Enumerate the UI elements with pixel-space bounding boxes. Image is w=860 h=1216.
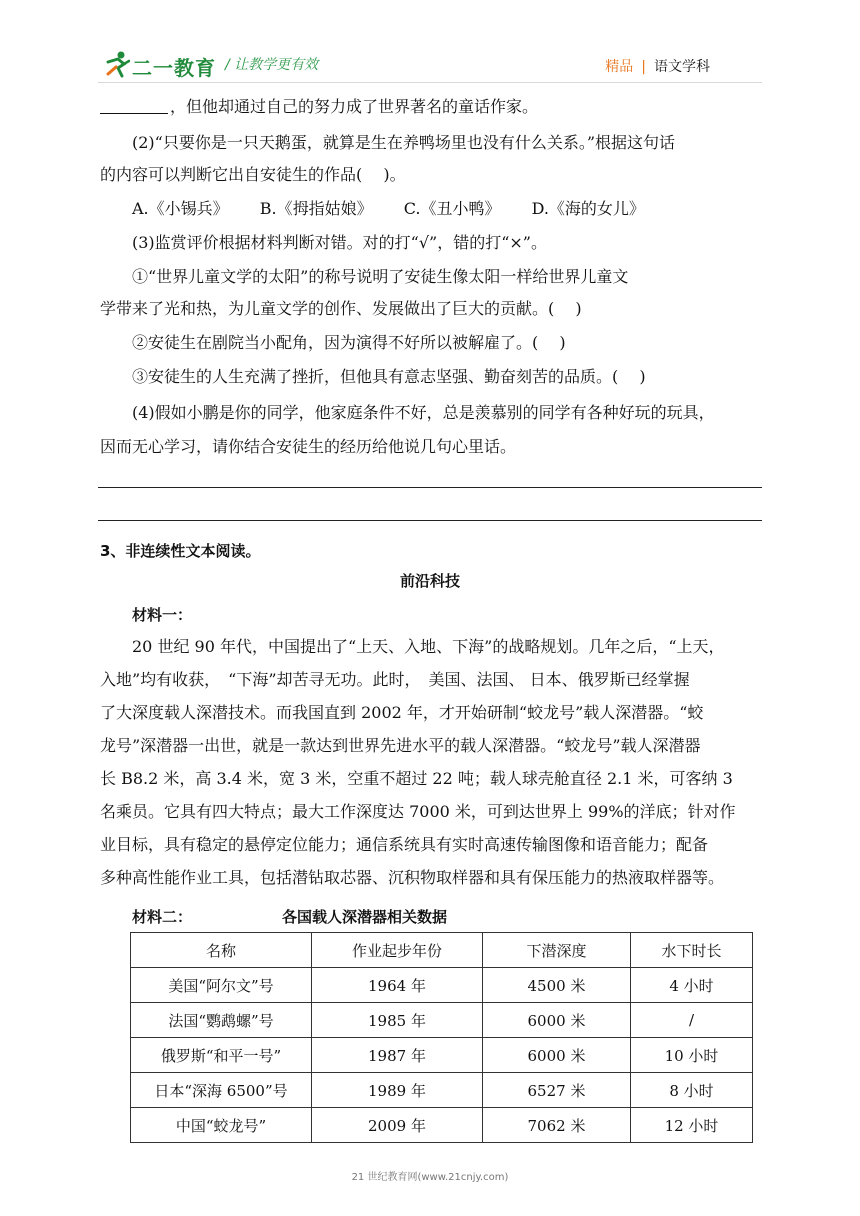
table-row [131,1073,753,1108]
q2-line1: (2)“只要你是一只天鹅蛋，就算是生在养鸭场里也没有什么关系。”根据这句话 [132,133,676,152]
para-line: 入地”均有收获， “下海”却苦寻无功。此时， 美国、法国、 日本、俄罗斯已经掌握 [100,670,690,689]
q2-options [132,198,645,220]
header-divider [98,82,762,83]
material1-label: 材料一： [132,606,193,624]
para-line: 业目标，具有稳定的悬停定位能力；通信系统具有实时高速传输图像和语音能力；配备 [100,835,709,854]
header-subject: 精品 | 语文学科 [605,59,710,75]
answer-line-1[interactable] [98,487,762,488]
q4-line2: 因而无心学习，请你结合安徒生的经历给他说几句心里话。 [100,437,517,456]
answer-blank[interactable] [100,97,168,114]
table-header-row [131,933,753,968]
answer-line-2[interactable] [98,520,762,521]
q3-title: (3)监赏评价根据材料判断对错。对的打“√”，错的打“×”。 [132,233,547,252]
cell: 2009 年 [312,1108,483,1143]
subject-label: 语文学科 [654,59,710,75]
section-heading: 3、非连续性文本阅读。 [100,542,261,560]
table-row [131,968,753,1003]
option-a[interactable]: A.《小锡兵》 [132,199,229,218]
q3-item1-line1: ①“世界儿童文学的太阳”的称号说明了安徒生像太阳一样给世界儿童文 [132,267,629,286]
brand-logo [104,48,216,80]
slogan: / 让教学更有效 [225,57,319,73]
article-title: 前沿科技 [399,572,460,590]
cell: / [631,1003,753,1038]
cell: 俄罗斯“和平一号” [131,1038,312,1073]
cell: 6527 米 [483,1073,631,1108]
quality-label: 精品 [605,59,634,75]
para-line: 长 B8.2 米，高 3.4 米，宽 3 米，空重不超过 22 吨；载人球壳舱直径 2.1 米，可客纳 3 [100,769,733,788]
q2-line2: 的内容可以判断它出自安徒生的作品( )。 [100,165,406,184]
para-line: 了大深度载人深潜技术。而我国直到 2002 年，才开始研制“蛟龙号”载人深潜器。“蛟 [100,703,704,722]
cell: 4 小时 [631,968,753,1003]
table-row [131,1003,753,1038]
cell: 1989 年 [312,1073,483,1108]
runner-icon [104,50,130,78]
material2-label: 材料二： [132,908,193,926]
col-header: 作业起步年份 [312,933,483,968]
para-line: 名乘员。它具有四大特点；最大工作深度达 7000 米，可到达世界上 99%的洋底；针对作 [100,802,736,821]
cell: 8 小时 [631,1073,753,1108]
cell: 7062 米 [483,1108,631,1143]
option-d[interactable]: D.《海的女儿》 [531,199,645,218]
cell: 1987 年 [312,1038,483,1073]
cell: 6000 米 [483,1003,631,1038]
q3-item3: ③安徒生的人生充满了挫折，但他具有意志坚强、勤奋刻苦的品质。( ) [132,367,646,386]
para-line: 多种高性能作业工具，包括潜钻取芯器、沉积物取样器和具有保压能力的热液取样器等。 [100,868,725,887]
para-line: 20 世纪 90 年代，中国提出了“上天、入地、下海”的战略规划。几年之后，“上天， [132,637,725,656]
cell: 日本“深海 6500”号 [131,1073,312,1108]
table-title: 各国载人深潜器相关数据 [282,908,448,926]
cell: 4500 米 [483,968,631,1003]
cell: 中国“蛟龙号” [131,1108,312,1143]
cell: 1964 年 [312,968,483,1003]
data-table [130,932,753,1143]
cell: 6000 米 [483,1038,631,1073]
col-header: 下潜深度 [483,933,631,968]
q3-item1-line2: 学带来了光和热，为儿童文学的创作、发展做出了巨大的贡献。( ) [100,299,582,318]
table-row [131,1038,753,1073]
para-line: 龙号”深潜器一出世，就是一款达到世界先进水平的载人深潜器。“蛟龙号”载人深潜器 [100,736,701,755]
q4-line1: (4)假如小鹏是你的同学，他家庭条件不好，总是羡慕别的同学有各种好玩的玩具， [132,403,715,422]
q1-tail-line: ，但他却通过自己的努力成了世界著名的童话作家。 [100,96,538,118]
cell: 12 小时 [631,1108,753,1143]
cell: 法国“鹦鹉螺”号 [131,1003,312,1038]
option-b[interactable]: B.《拇指姑娘》 [259,199,373,218]
table-row [131,1108,753,1143]
option-c[interactable]: C.《丑小鸭》 [403,199,501,218]
col-header: 水下时长 [631,933,753,968]
page-footer: 21 世纪教育网(www.21cnjy.com) [351,1172,509,1183]
col-header: 名称 [131,933,312,968]
cell: 美国“阿尔文”号 [131,968,312,1003]
cell: 1985 年 [312,1003,483,1038]
cell: 10 小时 [631,1038,753,1073]
q3-item2: ②安徒生在剧院当小配角，因为演得不好所以被解雇了。( ) [132,333,566,352]
logo-text: 二一教育 [132,56,216,80]
